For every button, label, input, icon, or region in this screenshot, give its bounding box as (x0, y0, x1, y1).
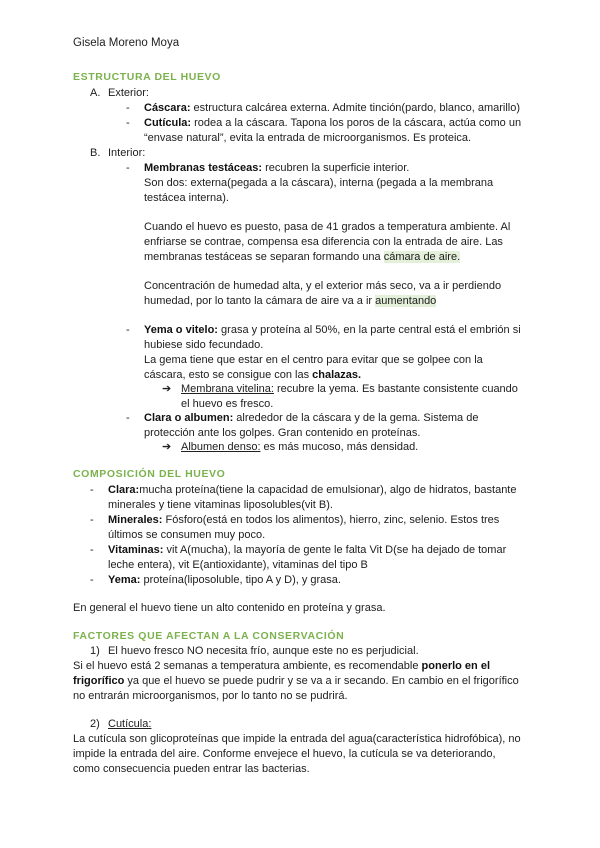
dash-marker: - (90, 484, 94, 496)
text-fragment: humedad, por lo tanto la cámara de aire va a ir (144, 295, 376, 307)
term-cuticula: Cutícula: (108, 718, 152, 730)
bullet-clara (126, 411, 478, 426)
bold-fragment: ponerlo en el (421, 660, 491, 672)
term-chalazas: chalazas. (312, 369, 362, 381)
clara-text: alrededor de la cáscara y de la gema. Sistema de (233, 412, 479, 424)
factor-1-text: El huevo fresco NO necesita frío, aunque este no es perjudicial. (108, 645, 419, 657)
author-name: Gisela Moreno Moya (73, 37, 180, 49)
section-title-composicion: COMPOSICIÓN DEL HUEVO (73, 468, 226, 480)
membranas-line-2: Son dos: externa(pegada a la cáscara), interna (pegada a la membrana (144, 177, 494, 189)
term-minerales: Minerales: (108, 514, 163, 526)
cuticula-line-2: “envase natural”, evita la entrada de microorganismos. Es proteica. (144, 132, 472, 144)
dash-marker: - (90, 544, 94, 556)
bullet-membranas (126, 161, 409, 176)
vitelina-line-2: el huevo es fresco. (181, 398, 274, 410)
minerales-text: Fósforo(está en todos los alimentos), hierro, zinc, selenio. Estos tres (162, 514, 500, 526)
term-vitelina: Membrana vitelina: (181, 383, 274, 395)
numbered-item-2 (90, 717, 151, 732)
list-marker: A. (90, 87, 101, 99)
section-title-factores: FACTORES QUE AFECTAN A LA CONSERVACIÓN (73, 630, 345, 642)
text-fragment: ya que el huevo se puede pudrir y se va a ir secando. En cambio en el frigorífico (124, 675, 519, 687)
paragraph-line: impide la entrada del aire. Conforme envejece el huevo, la cutícula se va deteriorando, (73, 748, 496, 760)
bullet-yema (126, 323, 521, 338)
arrow-icon: ➔ (162, 441, 172, 453)
list-label: Exterior: (108, 87, 149, 99)
dash-marker: - (126, 117, 130, 129)
number-marker: 1) (90, 645, 100, 657)
membranas-text: recubren la superficie interior. (262, 162, 410, 174)
cuticula-text: rodea a la cáscara. Tapona los poros de la cáscara, actúa como un (191, 117, 522, 129)
subbullet-vitelina (162, 382, 518, 397)
bullet-cuticula (126, 116, 521, 131)
yema-text: grasa y proteína al 50%, en la parte central está el embrión si (217, 324, 521, 336)
yema-line-2: hubiese sido fecundado. (144, 339, 264, 351)
summary-text: En general el huevo tiene un alto contenido en proteína y grasa. (73, 602, 386, 614)
paragraph-line: enfriarse se contrae, compensa esa diferencia con la entrada de aire. Las (144, 236, 503, 248)
paragraph-line: Concentración de humedad alta, y el exterior más seco, va a ir perdiendo (144, 280, 502, 292)
bullet-vitaminas (90, 543, 506, 558)
paragraph-line (144, 250, 460, 265)
bullet-cascara (126, 101, 520, 116)
paragraph-line: La cutícula son glicoproteínas que impide la entrada del agua(característica hidrofóbica), no (73, 733, 521, 745)
yema-comp-text: proteína(liposoluble, tipo A y D), y grasa. (140, 574, 341, 586)
paragraph-line (73, 674, 519, 689)
cascara-text: estructura calcárea externa. Admite tinción(pardo, blanco, amarillo) (190, 102, 521, 114)
term-yema: Yema: (108, 574, 141, 586)
term-clara: Clara o albumen: (144, 412, 234, 424)
paragraph-line: Cuando el huevo es puesto, pasa de 41 grados a temperatura ambiente. Al (144, 221, 511, 233)
section-title-estructura: ESTRUCTURA DEL HUEVO (73, 71, 221, 83)
term-yema: Yema o vitelo: (144, 324, 218, 336)
dash-marker: - (90, 574, 94, 586)
term-albumen: Albumen denso: (181, 441, 261, 453)
bold-fragment: frigorífico (73, 675, 125, 687)
list-marker: B. (90, 147, 101, 159)
numbered-item-1 (90, 644, 419, 659)
paragraph-line: como consecuencia pueden entrar las bacterias. (73, 763, 310, 775)
paragraph-line (144, 294, 436, 309)
vitaminas-line-2: leche entera), vit E(antioxidante), vitaminas del tipo B (108, 559, 368, 571)
bullet-minerales (90, 513, 499, 528)
dash-marker: - (126, 162, 130, 174)
dash-marker: - (126, 324, 130, 336)
clara-comp-text: mucha proteína(tiene la capacidad de emulsionar), algo de hidratos, bastante (139, 484, 517, 496)
arrow-icon: ➔ (162, 383, 172, 395)
dash-marker: - (126, 102, 130, 114)
list-item-interior (90, 146, 145, 161)
paragraph-line: no entrarán microorganismos, por lo tanto no se pudrirá. (73, 690, 348, 702)
term-cascara: Cáscara: (144, 102, 191, 114)
number-marker: 2) (90, 718, 100, 730)
term-membranas: Membranas testáceas: (144, 162, 263, 174)
list-item-exterior (90, 86, 149, 101)
bullet-clara-comp (90, 483, 516, 498)
term-clara: Clara: (108, 484, 140, 496)
text-fragment: cáscara, esto se consigue con las (144, 369, 313, 381)
membranas-line-3: testácea interna). (144, 192, 229, 204)
vitelina-text: recubre la yema. Es bastante consistente cuando (273, 383, 518, 395)
bullet-yema-comp (90, 573, 341, 588)
vitaminas-text: vit A(mucha), la mayoría de gente le falta Vit D(se ha dejado de tomar (163, 544, 507, 556)
paragraph-line (73, 659, 490, 674)
text-fragment: membranas testáceas se separan formando una (144, 251, 384, 263)
minerales-line-2: últimos se consumen muy poco. (108, 529, 266, 541)
subbullet-albumen (162, 440, 418, 455)
list-label: Interior: (108, 147, 146, 159)
yema-line-3: La gema tiene que estar en el centro para evitar que se golpee con la (144, 354, 483, 366)
dash-marker: - (126, 412, 130, 424)
clara-line-2: protección ante los golpes. Gran contenido en proteínas. (144, 427, 421, 439)
clara-comp-line-2: minerales y tiene vitaminas liposolubles(vit B). (108, 499, 333, 511)
term-cuticula: Cutícula: (144, 117, 192, 129)
highlight-camara-de-aire: cámara de aire. (383, 251, 461, 263)
albumen-text: es más mucoso, más densidad. (260, 441, 419, 453)
dash-marker: - (90, 514, 94, 526)
yema-line-4 (144, 368, 361, 383)
text-fragment: Si el huevo está 2 semanas a temperatura ambiente, es recomendable (73, 660, 422, 672)
highlight-aumentando: aumentando (375, 295, 437, 307)
term-vitaminas: Vitaminas: (108, 544, 164, 556)
